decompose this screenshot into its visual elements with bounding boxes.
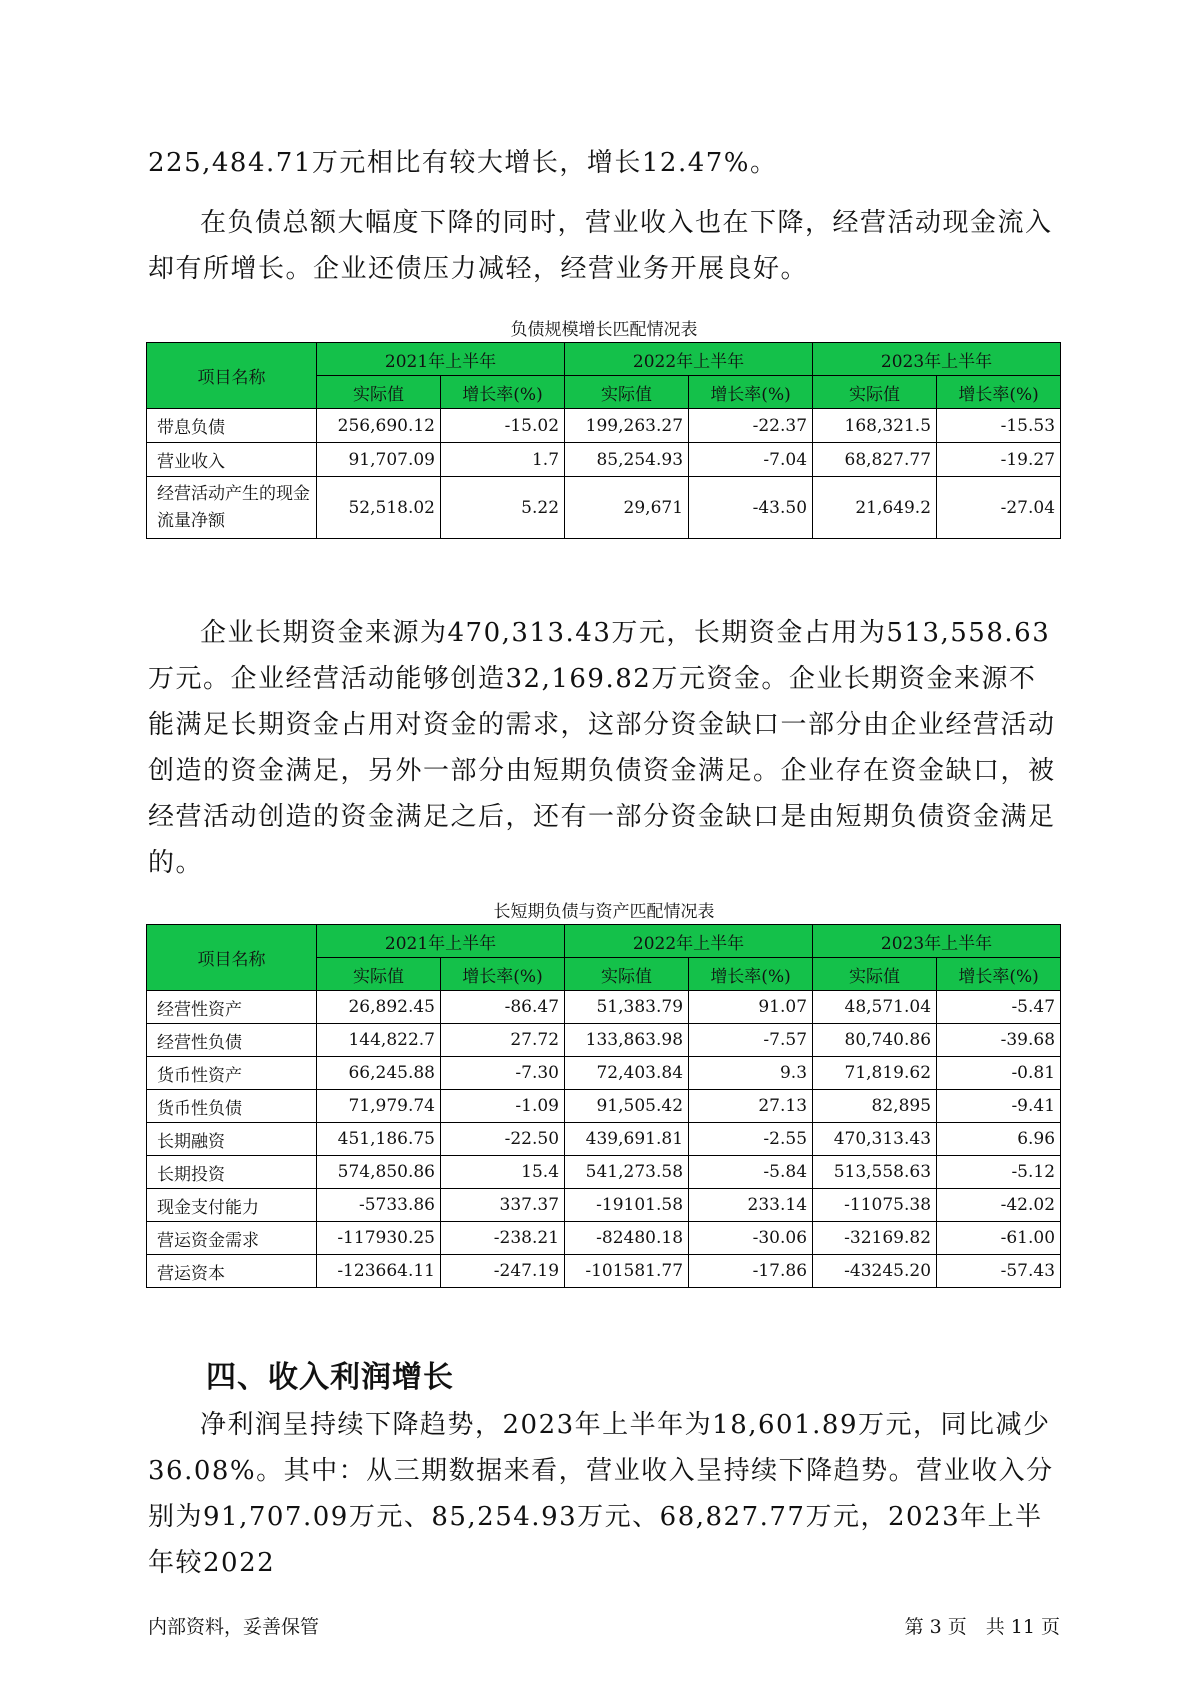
cell-value: -15.02 [441,409,565,443]
cell-value: 233.14 [689,1189,813,1222]
cell-value: 27.13 [689,1090,813,1123]
cell-value: -5.12 [937,1156,1061,1189]
row-label: 现金支付能力 [147,1189,317,1222]
cell-value: -15.53 [937,409,1061,443]
row-label: 营运资本 [147,1255,317,1288]
cell-value: 199,263.27 [565,409,689,443]
table-row [147,1090,1061,1123]
table-row [147,1189,1061,1222]
table-row [147,1123,1061,1156]
table-row [147,1255,1061,1288]
row-label: 营运资金需求 [147,1222,317,1255]
cell-value: 168,321.5 [813,409,937,443]
header-growth: 增长率(%) [689,958,813,991]
header-period: 2023年上半年 [813,343,1061,376]
cell-value: 29,671 [565,477,689,539]
cell-value: 6.96 [937,1123,1061,1156]
footer-page-number: 第 3 页 共 11 页 [904,1616,1060,1638]
cell-value: 82,895 [813,1090,937,1123]
header-item-name: 项目名称 [147,925,317,991]
cell-value: 71,979.74 [317,1090,441,1123]
cell-value: -82480.18 [565,1222,689,1255]
cell-value: 574,850.86 [317,1156,441,1189]
header-growth: 增长率(%) [441,958,565,991]
cell-value: 337.37 [441,1189,565,1222]
header-period: 2021年上半年 [317,343,565,376]
cell-value: -39.68 [937,1024,1061,1057]
cell-value: -43245.20 [813,1255,937,1288]
row-label: 营业收入 [147,443,317,477]
table-row [147,1222,1061,1255]
cell-value: -42.02 [937,1189,1061,1222]
cell-value: -123664.11 [317,1255,441,1288]
cell-value: -7.30 [441,1057,565,1090]
cell-value: -5.47 [937,991,1061,1024]
cell-value: -22.37 [689,409,813,443]
cell-value: -86.47 [441,991,565,1024]
table-row [147,409,1061,443]
cell-value: -7.04 [689,443,813,477]
table1-body [147,409,1061,539]
section-heading: 四、收入利润增长 [206,1360,454,1395]
cell-value: -5.84 [689,1156,813,1189]
cell-value: 256,690.12 [317,409,441,443]
header-period: 2022年上半年 [565,343,813,376]
cell-value: -43.50 [689,477,813,539]
table-row [147,1024,1061,1057]
footer-confidential-note: 内部资料，妥善保管 [148,1616,320,1638]
cell-value: -2.55 [689,1123,813,1156]
row-label: 货币性资产 [147,1057,317,1090]
header-actual: 实际值 [317,376,441,409]
table-row [147,1156,1061,1189]
cell-value: -1.09 [441,1090,565,1123]
cell-value: -117930.25 [317,1222,441,1255]
cell-value: -9.41 [937,1090,1061,1123]
cell-value: -238.21 [441,1222,565,1255]
cell-value: 51,383.79 [565,991,689,1024]
cell-value: -61.00 [937,1222,1061,1255]
table1-caption: 负债规模增长匹配情况表 [510,320,698,340]
row-label: 经营性资产 [147,991,317,1024]
cell-value: 52,518.02 [317,477,441,539]
debt-scale-table [146,342,1061,539]
cell-value: 541,273.58 [565,1156,689,1189]
cell-value: 71,819.62 [813,1057,937,1090]
header-actual: 实际值 [565,376,689,409]
cell-value: 27.72 [441,1024,565,1057]
header-growth: 增长率(%) [441,376,565,409]
header-period: 2023年上半年 [813,925,1061,958]
cell-value: 15.4 [441,1156,565,1189]
cell-value: 66,245.88 [317,1057,441,1090]
table-row [147,477,1061,539]
cell-value: -101581.77 [565,1255,689,1288]
cell-value: 48,571.04 [813,991,937,1024]
cell-value: -22.50 [441,1123,565,1156]
cell-value: 85,254.93 [565,443,689,477]
header-actual: 实际值 [813,958,937,991]
cell-value: 470,313.43 [813,1123,937,1156]
row-label: 经营性负债 [147,1024,317,1057]
cell-value: 451,186.75 [317,1123,441,1156]
cell-value: 21,649.2 [813,477,937,539]
header-growth: 增长率(%) [937,376,1061,409]
header-item-name: 项目名称 [147,343,317,409]
cell-value: -7.57 [689,1024,813,1057]
cell-value: -247.19 [441,1255,565,1288]
cell-value: 68,827.77 [813,443,937,477]
header-actual: 实际值 [565,958,689,991]
cell-value: 91,505.42 [565,1090,689,1123]
cell-value: 91,707.09 [317,443,441,477]
header-actual: 实际值 [813,376,937,409]
cell-value: -32169.82 [813,1222,937,1255]
cell-value: -30.06 [689,1222,813,1255]
header-actual: 实际值 [317,958,441,991]
cell-value: 5.22 [441,477,565,539]
table-row [147,1057,1061,1090]
header-period: 2021年上半年 [317,925,565,958]
cell-value: -57.43 [937,1255,1061,1288]
cell-value: 9.3 [689,1057,813,1090]
cell-value: -17.86 [689,1255,813,1288]
row-label: 长期融资 [147,1123,317,1156]
cell-value: 80,740.86 [813,1024,937,1057]
cell-value: -11075.38 [813,1189,937,1222]
cell-value: -19101.58 [565,1189,689,1222]
cell-value: 439,691.81 [565,1123,689,1156]
table-row [147,443,1061,477]
paragraph-long-term-funding: 企业长期资金来源为470,313.43万元，长期资金占用为513,558.63万元。企业经营活动能够创造32,169.82万元资金。企业长期资金来源不能满足长期资金占用对资金的需求，这部分资金缺口一部分由企业经营活动创造的资金满足，另外一部分由短期负债资金满足。企业存在资金缺口，被经营活动创造的资金满足之后，还有一部分资金缺口是由短期负债资金满足的。 [148,618,1056,878]
cell-value: -19.27 [937,443,1061,477]
cell-value: -27.04 [937,477,1061,539]
cell-value: -5733.86 [317,1189,441,1222]
cell-value: 1.7 [441,443,565,477]
cell-value: 144,822.7 [317,1024,441,1057]
paragraph-continuation: 225,484.71万元相比有较大增长，增长12.47%。 [148,148,778,178]
row-label: 长期投资 [147,1156,317,1189]
cell-value: 133,863.98 [565,1024,689,1057]
cell-value: 26,892.45 [317,991,441,1024]
table2-body [147,991,1061,1288]
cell-value: 91.07 [689,991,813,1024]
cell-value: 513,558.63 [813,1156,937,1189]
table2-caption: 长短期负债与资产匹配情况表 [493,902,715,922]
debt-asset-match-table [146,924,1061,1288]
header-period: 2022年上半年 [565,925,813,958]
cell-value: 72,403.84 [565,1057,689,1090]
paragraph-debt-summary: 在负债总额大幅度下降的同时，营业收入也在下降，经营活动现金流入却有所增长。企业还债压力减轻，经营业务开展良好。 [148,208,1053,284]
row-label: 经营活动产生的现金流量净额 [147,477,317,539]
row-label: 货币性负债 [147,1090,317,1123]
row-label: 带息负债 [147,409,317,443]
paragraph-profit-growth: 净利润呈持续下降趋势，2023年上半年为18,601.89万元，同比减少36.08%。其中：从三期数据来看，营业收入呈持续下降趋势。营业收入分别为91,707.09万元、85,254.93万元、68,827.77万元，2023年上半年较2022 [148,1410,1054,1578]
header-growth: 增长率(%) [937,958,1061,991]
header-growth: 增长率(%) [689,376,813,409]
cell-value: -0.81 [937,1057,1061,1090]
table-row [147,991,1061,1024]
